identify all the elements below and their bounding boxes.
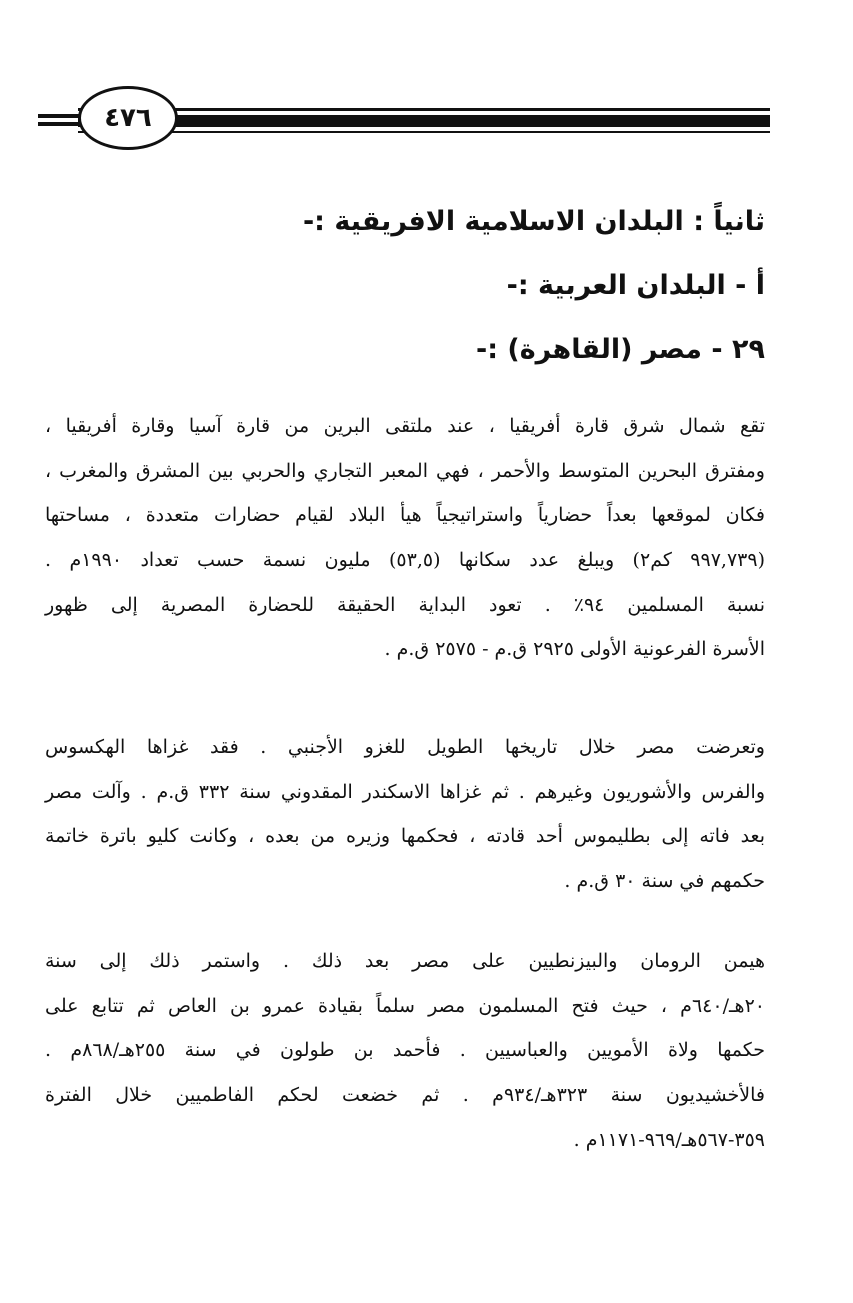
header-rule-line [78, 131, 770, 133]
text-line: ومفترق البحرين المتوسط والأحمر ، فهي المعبر التجاري والحربي بين المشرق والمغرب ، [45, 459, 765, 482]
text-line: بعد فاته إلى بطليموس أحد قادته ، فحكمها وزيره من بعده ، وكانت كليو باترة خاتمة [45, 825, 765, 848]
subsection-heading: أ - البلدان العربية :- [506, 270, 765, 301]
page-header [38, 86, 770, 166]
header-rule-line [78, 115, 770, 127]
paragraph [45, 404, 765, 672]
text-line: هيمن الرومان والبيزنطيين على مصر بعد ذلك . واستمر ذلك إلى سنة [45, 950, 765, 972]
paragraph [45, 725, 765, 904]
text-line: تقع شمال شرق قارة أفريقيا ، عند ملتقى البرين من قارة آسيا وقارة أفريقيا ، [45, 415, 765, 437]
text-line: فكان لموقعها بعداً حضارياً واستراتيجياً هيأ البلاد لقيام حضارات متعددة ، مساحتها [45, 504, 765, 527]
text-line: ٣٥٩-٥٦٧هـ/٩٦٩-١١٧١م . [573, 1128, 765, 1151]
text-line: نسبة المسلمين ٩٤٪ . تعود البداية الحقيقة للحضارة المصرية إلى ظهور [45, 593, 765, 616]
header-rule-line [78, 108, 770, 111]
paragraph [45, 939, 765, 1162]
text-line: ٢٠هـ/٦٤٠م ، حيث فتح المسلمون مصر سلماً بقيادة عمرو بن العاص ثم تتابع على [45, 994, 765, 1017]
text-line: فالأخشيديون سنة ٣٢٣هـ/٩٣٤م . ثم خضعت لحكم الفاطميين خلال الفترة [45, 1084, 765, 1107]
text-line: وتعرضت مصر خلال تاريخها الطويل للغزو الأجنبي . فقد غزاها الهكسوس [45, 736, 765, 758]
text-line: والفرس والأشوريون وغيرهم . ثم غزاها الاسكندر المقدوني سنة ٣٣٢ ق.م . وآلت مصر [45, 780, 765, 803]
text-line: حكمهم في سنة ٣٠ ق.م . [564, 870, 765, 893]
page-number: ٤٧٦ [78, 86, 178, 150]
text-line: حكمها ولاة الأمويين والعباسيين . فأحمد بن طولون في سنة ٢٥٥هـ/٨٦٨م . [45, 1039, 766, 1062]
headings-block [45, 196, 765, 370]
entry-heading: ٢٩ - مصر (القاهرة) :- [476, 334, 765, 365]
text-line: الأسرة الفرعونية الأولى ٢٩٢٥ ق.م - ٢٥٧٥ ق.م . [384, 638, 765, 661]
text-line: (٩٩٧,٧٣٩ كم٢) ويبلغ عدد سكانها (٥٣,٥) مليون نسمة حسب تعداد ١٩٩٠م . [45, 549, 765, 572]
section-heading: ثانياً : البلدان الاسلامية الافريقية :- [302, 206, 765, 237]
